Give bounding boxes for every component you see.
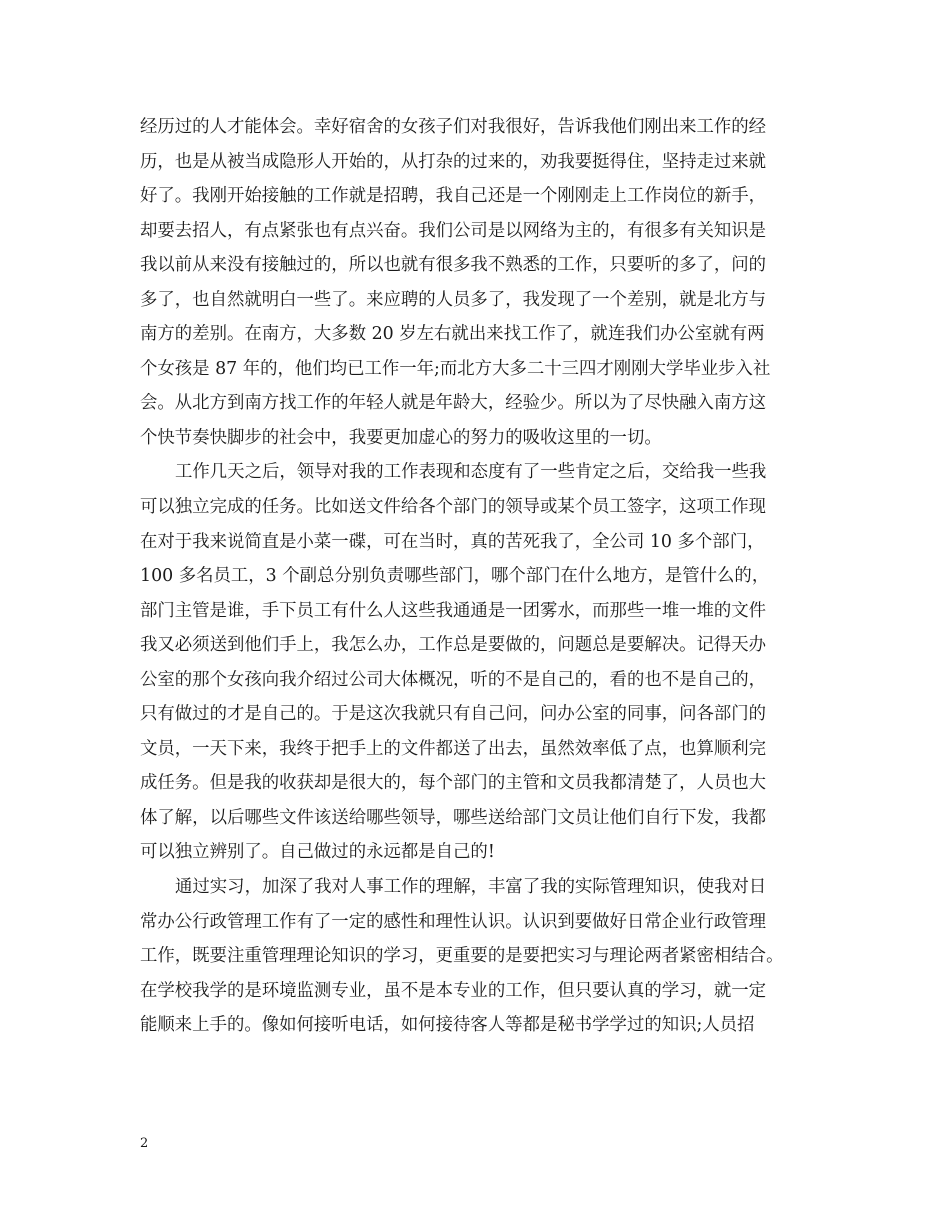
text-line: 成任务。但是我的收获却是很大的，每个部门的主管和文员我都清楚了，人员也大 <box>140 773 767 794</box>
text-line: 个快节奏快脚步的社会中，我要更加虚心的努力的吸收这里的一切。 <box>140 427 662 448</box>
text-line: 工作，既要注重管理理论知识的学习，更重要的是要把实习与理论两者紧密相结合。 <box>140 946 784 967</box>
body-text <box>140 110 830 1043</box>
page-number: 2 <box>140 1136 149 1151</box>
text-line: 会。从北方到南方找工作的年轻人就是年龄大，经验少。所以为了尽快融入南方这 <box>140 393 767 414</box>
paragraph-first-line: 通过实习，加深了我对人事工作的理解，丰富了我的实际管理知识，使我对日 <box>175 877 767 898</box>
text-line: 部门主管是谁，手下员工有什么人这些我通通是一团雾水，而那些一堆一堆的文件 <box>140 600 767 621</box>
text-line: 好了。我刚开始接触的工作就是招聘，我自己还是一个刚刚走上工作岗位的新手， <box>140 186 767 207</box>
text-line: 多了，也自然就明白一些了。来应聘的人员多了，我发现了一个差别，就是北方与 <box>140 289 767 310</box>
text-line: 100 多名员工，3 个副总分别负责哪些部门，哪个部门在什么地方，是管什么的， <box>140 566 770 587</box>
text-line: 在对于我来说简直是小菜一碟，可在当时，真的苦死我了，全公司 10 多个部门， <box>140 531 765 552</box>
text-line: 经历过的人才能体会。幸好宿舍的女孩子们对我很好，告诉我他们刚出来工作的经 <box>140 117 767 137</box>
text-line: 我又必须送到他们手上，我怎么办，工作总是要做的，问题总是要解决。记得天办 <box>140 635 767 656</box>
text-line: 在学校我学的是环境监测专业，虽不是本专业的工作，但只要认真的学习，就一定 <box>140 980 767 1001</box>
paragraph-first-line: 工作几天之后，领导对我的工作表现和态度有了一些肯定之后，交给我一些我 <box>175 462 767 483</box>
text-line: 历，也是从被当成隐形人开始的，从打杂的过来的，劝我要挺得住，坚持走过来就 <box>140 151 767 172</box>
text-line: 可以独立完成的任务。比如送文件给各个部门的领导或某个员工签字，这项工作现 <box>140 497 767 518</box>
text-line: 公室的那个女孩向我介绍过公司大体概况，听的不是自己的，看的也不是自己的， <box>140 669 767 690</box>
text-line: 可以独立辨别了。自己做过的永远都是自己的! <box>140 842 495 863</box>
text-line: 文员，一天下来，我终于把手上的文件都送了出去，虽然效率低了点，也算顺利完 <box>140 738 767 759</box>
text-line: 只有做过的才是自己的。于是这次我就只有自己问，问办公室的同事，问各部门的 <box>140 704 767 725</box>
text-line: 常办公行政管理工作有了一定的感性和理性认识。认识到要做好日常企业行政管理 <box>140 911 767 932</box>
text-line: 能顺来上手的。像如何接听电话，如何接待客人等都是秘书学学过的知识;人员招 <box>140 1015 755 1036</box>
text-line: 南方的差别。在南方，大多数 20 岁左右就出来找工作了，就连我们办公室就有两 <box>140 324 765 345</box>
text-line: 我以前从来没有接触过的，所以也就有很多我不熟悉的工作，只要听的多了，问的 <box>140 255 767 276</box>
text-line: 体了解，以后哪些文件该送给哪些领导，哪些送给部门文员让他们自行下发，我都 <box>140 807 767 828</box>
text-line: 却要去招人，有点紧张也有点兴奋。我们公司是以网络为主的，有很多有关知识是 <box>140 220 767 241</box>
text-line: 个女孩是 87 年的，他们均已工作一年;而北方大多二十三四才刚刚大学毕业步入社 <box>140 358 771 379</box>
